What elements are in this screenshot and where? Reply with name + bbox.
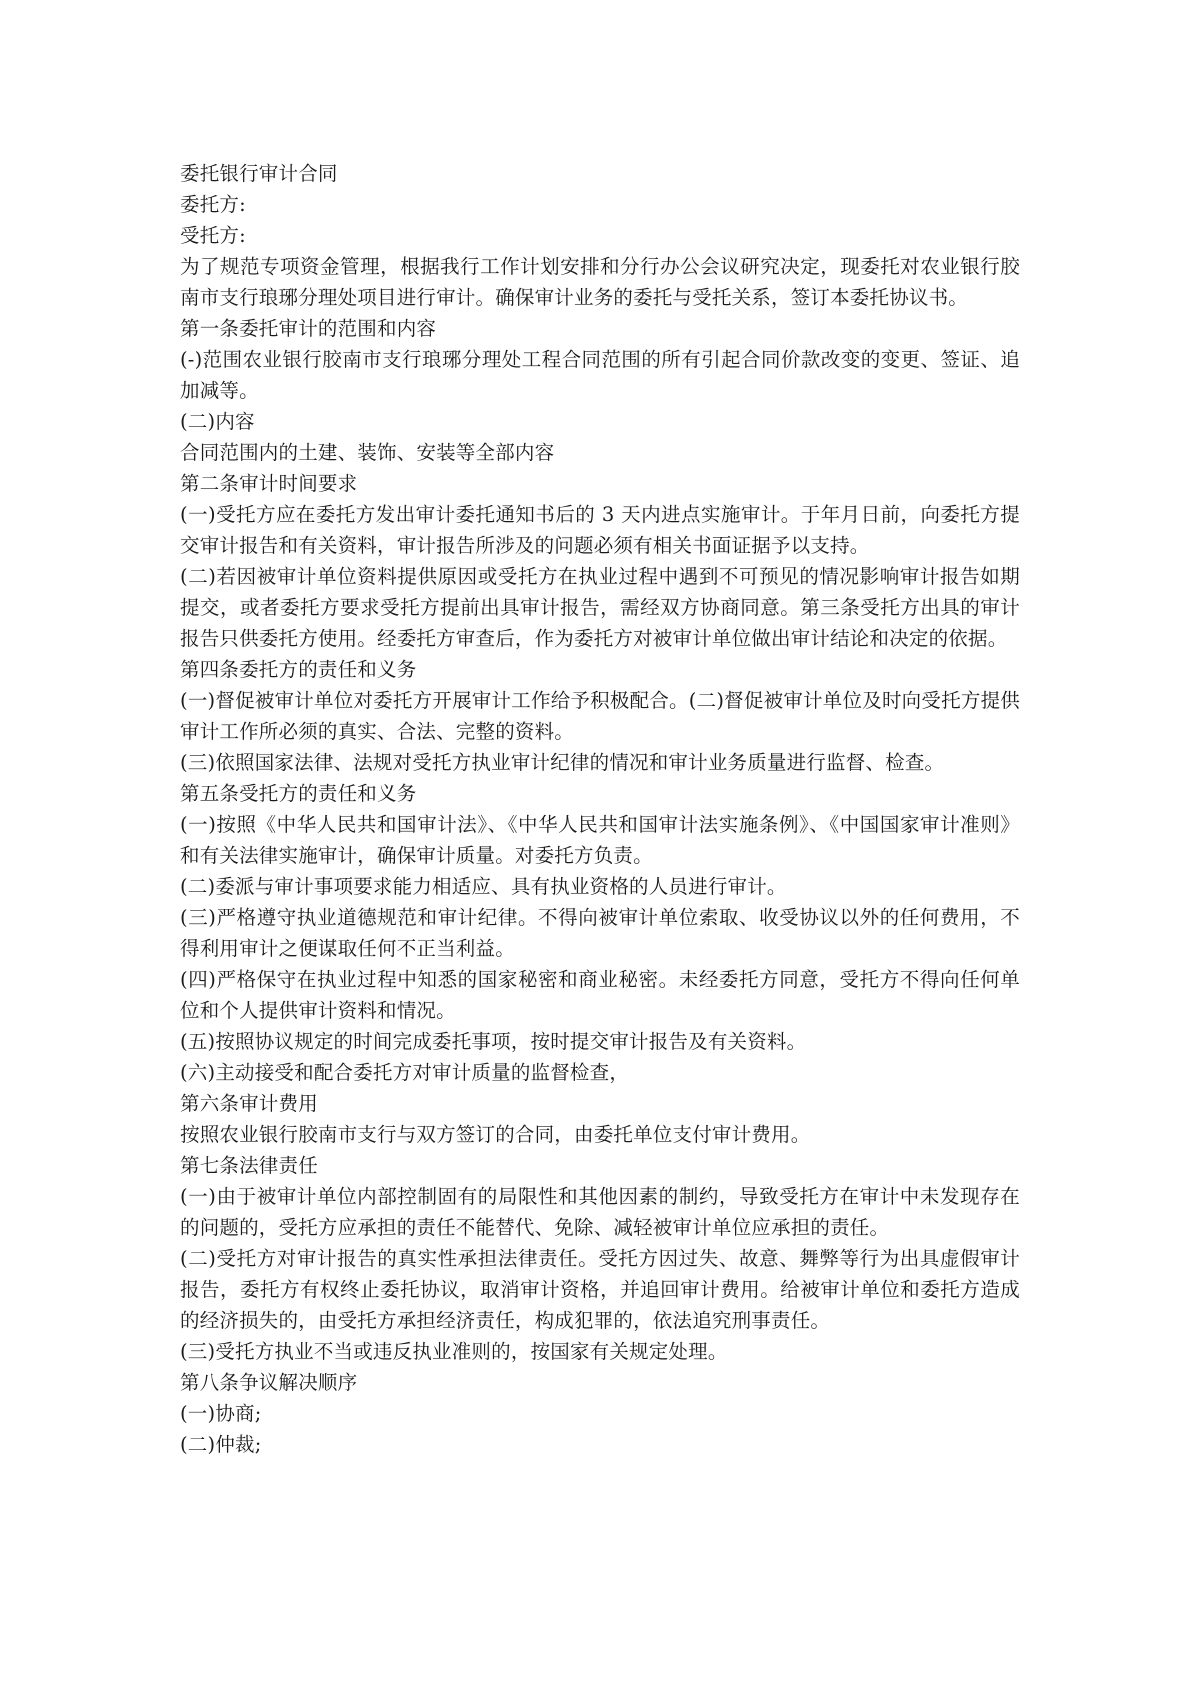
preamble-paragraph: 为了规范专项资金管理，根据我行工作计划安排和分行办公会议研究决定，现委托对农业银行胶南市支行琅琊分理处项目进行审计。确保审计业务的委托与受托关系，签订本委托协议书。 (180, 255, 1020, 309)
agent-label: 受托方: (180, 224, 246, 247)
article-5-heading: 第五条受托方的责任和义务 (180, 782, 417, 805)
article-1-content-heading: (二)内容 (180, 410, 255, 433)
article-2-item-1: (一)受托方应在委托方发出审计委托通知书后的 3 天内进点实施审计。于年月日前，向委托方提交审计报告和有关资料，审计报告所涉及的问题必须有相关书面证据予以支持。 (180, 503, 1020, 557)
article-5-item-2: (二)委派与审计事项要求能力相适应、具有执业资格的人员进行审计。 (180, 875, 787, 898)
article-6-body: 按照农业银行胶南市支行与双方签订的合同，由委托单位支付审计费用。 (180, 1123, 811, 1146)
article-2-item-2: (二)若因被审计单位资料提供原因或受托方在执业过程中遇到不可预见的情况影响审计报告如期提交，或者委托方要求受托方提前出具审计报告，需经双方协商同意。第三条受托方出具的审计报告只供委托方使用。经委托方审查后，作为委托方对被审计单位做出审计结论和决定的依据。 (180, 565, 1020, 650)
article-1-content: 合同范围内的土建、装饰、安装等全部内容 (180, 441, 555, 464)
article-8-item-2: (二)仲裁; (180, 1433, 262, 1456)
article-8-heading: 第八条争议解决顺序 (180, 1371, 358, 1394)
article-4-item-3: (三)依照国家法律、法规对受托方执业审计纪律的情况和审计业务质量进行监督、检查。 (180, 751, 945, 774)
article-7-heading: 第七条法律责任 (180, 1154, 318, 1177)
article-4-items-1-2: (一)督促被审计单位对委托方开展审计工作给予积极配合。(二)督促被审计单位及时向受托方提供审计工作所必须的真实、合法、完整的资料。 (180, 689, 1020, 743)
article-2-heading: 第二条审计时间要求 (180, 472, 358, 495)
principal-label: 委托方: (180, 193, 246, 216)
article-6-heading: 第六条审计费用 (180, 1092, 318, 1115)
article-1-scope: (-)范围农业银行胶南市支行琅琊分理处工程合同范围的所有引起合同价款改变的变更、签证、追加减等。 (180, 348, 1020, 402)
document-title: 委托银行审计合同 (180, 162, 338, 185)
article-5-item-1: (一)按照《中华人民共和国审计法》、《中华人民共和国审计法实施条例》、《中国国家审计准则》和有关法律实施审计，确保审计质量。对委托方负责。 (180, 813, 1020, 867)
article-4-heading: 第四条委托方的责任和义务 (180, 658, 417, 681)
article-8-item-1: (一)协商; (180, 1402, 262, 1425)
article-5-item-5: (五)按照协议规定的时间完成委托事项，按时提交审计报告及有关资料。 (180, 1030, 807, 1053)
article-1-heading: 第一条委托审计的范围和内容 (180, 317, 437, 340)
article-7-item-2: (二)受托方对审计报告的真实性承担法律责任。受托方因过失、故意、舞弊等行为出具虚假审计报告，委托方有权终止委托协议，取消审计资格，并追回审计费用。给被审计单位和委托方造成的经济损失的，由受托方承担经济责任，构成犯罪的，依法追究刑事责任。 (180, 1247, 1020, 1332)
article-7-item-1: (一)由于被审计单位内部控制固有的局限性和其他因素的制约，导致受托方在审计中未发现存在的问题的，受托方应承担的责任不能替代、免除、减轻被审计单位应承担的责任。 (180, 1185, 1020, 1239)
article-5-item-4: (四)严格保守在执业过程中知悉的国家秘密和商业秘密。未经委托方同意，受托方不得向任何单位和个人提供审计资料和情况。 (180, 968, 1020, 1022)
article-5-item-3: (三)严格遵守执业道德规范和审计纪律。不得向被审计单位索取、收受协议以外的任何费用，不得利用审计之便谋取任何不正当利益。 (180, 906, 1020, 960)
article-7-item-3: (三)受托方执业不当或违反执业准则的，按国家有关规定处理。 (180, 1340, 728, 1363)
document-body (180, 158, 1020, 1460)
article-5-item-6: (六)主动接受和配合委托方对审计质量的监督检查， (180, 1061, 630, 1084)
